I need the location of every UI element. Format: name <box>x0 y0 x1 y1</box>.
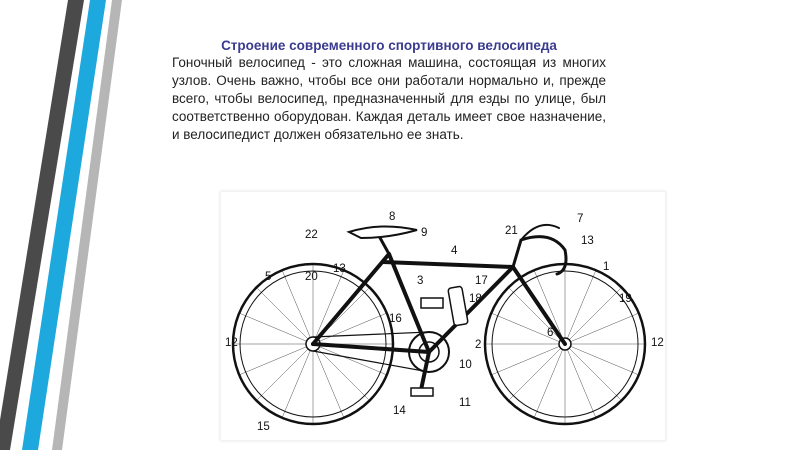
part-label: 17 <box>475 275 488 287</box>
part-label: 14 <box>393 405 406 417</box>
part-label: 11 <box>459 397 471 409</box>
part-label: 16 <box>389 313 402 325</box>
bicycle-drawing <box>221 192 665 440</box>
part-label: 3 <box>417 275 424 287</box>
part-label: 8 <box>389 211 396 223</box>
part-label: 19 <box>619 293 632 305</box>
part-label: 12 <box>225 337 238 349</box>
part-label: 6 <box>547 327 554 339</box>
part-label: 7 <box>577 213 584 225</box>
part-label: 9 <box>421 227 428 239</box>
bicycle-diagram <box>220 191 666 441</box>
part-label: 5 <box>265 271 272 283</box>
part-label: 15 <box>257 421 270 433</box>
part-label: 1 <box>603 261 610 273</box>
chainring <box>409 332 449 396</box>
part-label: 2 <box>475 339 482 351</box>
slide-title: Строение современного спортивного велосипеда <box>221 38 557 53</box>
part-label: 21 <box>505 225 518 237</box>
part-label: 20 <box>305 271 318 283</box>
decorative-stripes <box>0 0 140 450</box>
part-label: 18 <box>469 293 482 305</box>
part-label: 12 <box>651 337 664 349</box>
saddle <box>349 226 417 238</box>
part-label: 10 <box>459 359 472 371</box>
part-label: 13 <box>333 263 346 275</box>
part-label: 22 <box>305 229 318 241</box>
part-label: 4 <box>451 245 458 257</box>
part-label: 13 <box>581 235 594 247</box>
slide-paragraph: Гоночный велосипед - это сложная машина, состоящая из многих узлов. Очень важно, чтобы все они работали нормально и, прежде всего, чтобы велосипед, предназначенный для езды по улице, был соответственно оборудован. Каждая деталь имеет свое назначение, и велосипедист должен обязательно ее знать. <box>172 55 606 142</box>
